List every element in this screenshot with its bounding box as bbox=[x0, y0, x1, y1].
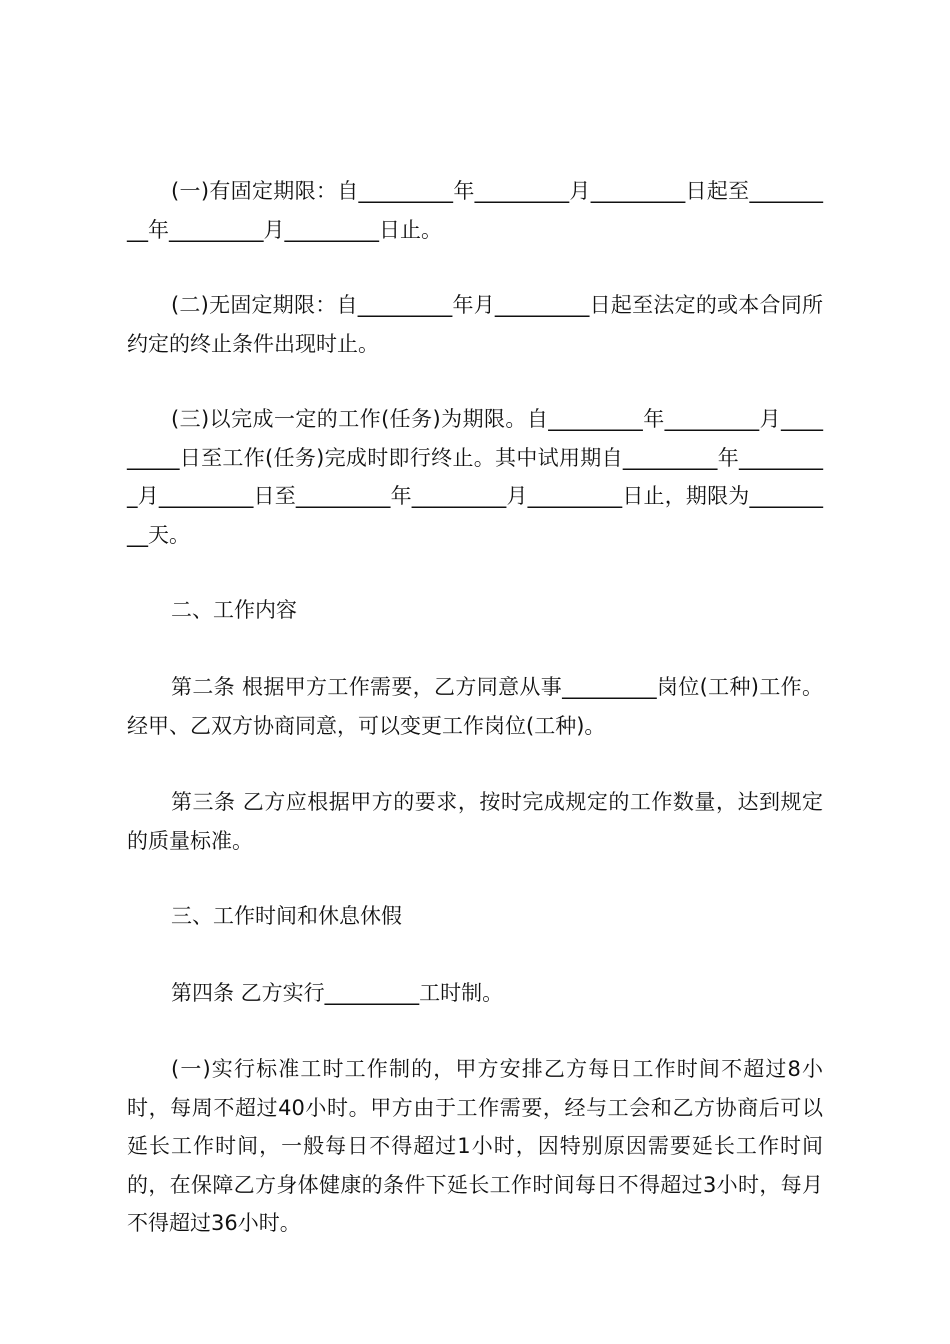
article-two: 第二条 根据甲方工作需要，乙方同意从事_________岗位(工种)工作。经甲、乙双方协商同意，可以变更工作岗位(工种)。 bbox=[127, 675, 823, 738]
article-four: 第四条 乙方实行_________工时制。 bbox=[171, 981, 504, 1005]
paragraph-fixed-term: (一)有固定期限：自_________年_________月_________日起至_________年_________月_________日止。 bbox=[127, 179, 823, 242]
section-heading-work-time: 三、工作时间和休息休假 bbox=[171, 904, 402, 928]
section-heading-work-content: 二、工作内容 bbox=[171, 598, 297, 622]
paragraph-standard-hours: (一)实行标准工时工作制的，甲方安排乙方每日工作时间不超过8小时，每周不超过40小时。甲方由于工作需要，经与工会和乙方协商后可以延长工作时间，一般每日不得超过1小时，因特别原因需要延长工作时间的，在保障乙方身体健康的条件下延长工作时间每日不得超过3小时，每月不得超过36小时。 bbox=[127, 1057, 823, 1235]
paragraph-open-term: (二)无固定期限：自_________年月_________日起至法定的或本合同所约定的终止条件出现时止。 bbox=[127, 293, 823, 356]
paragraph-task-term: (三)以完成一定的工作(任务)为期限。自_________年_________月_________日至工作(任务)完成时即行终止。其中试用期自_________年_________月_________日至_________年_________月_________日止，期限为_________天。 bbox=[127, 407, 823, 547]
article-three: 第三条 乙方应根据甲方的要求，按时完成规定的工作数量，达到规定的质量标准。 bbox=[127, 790, 823, 853]
